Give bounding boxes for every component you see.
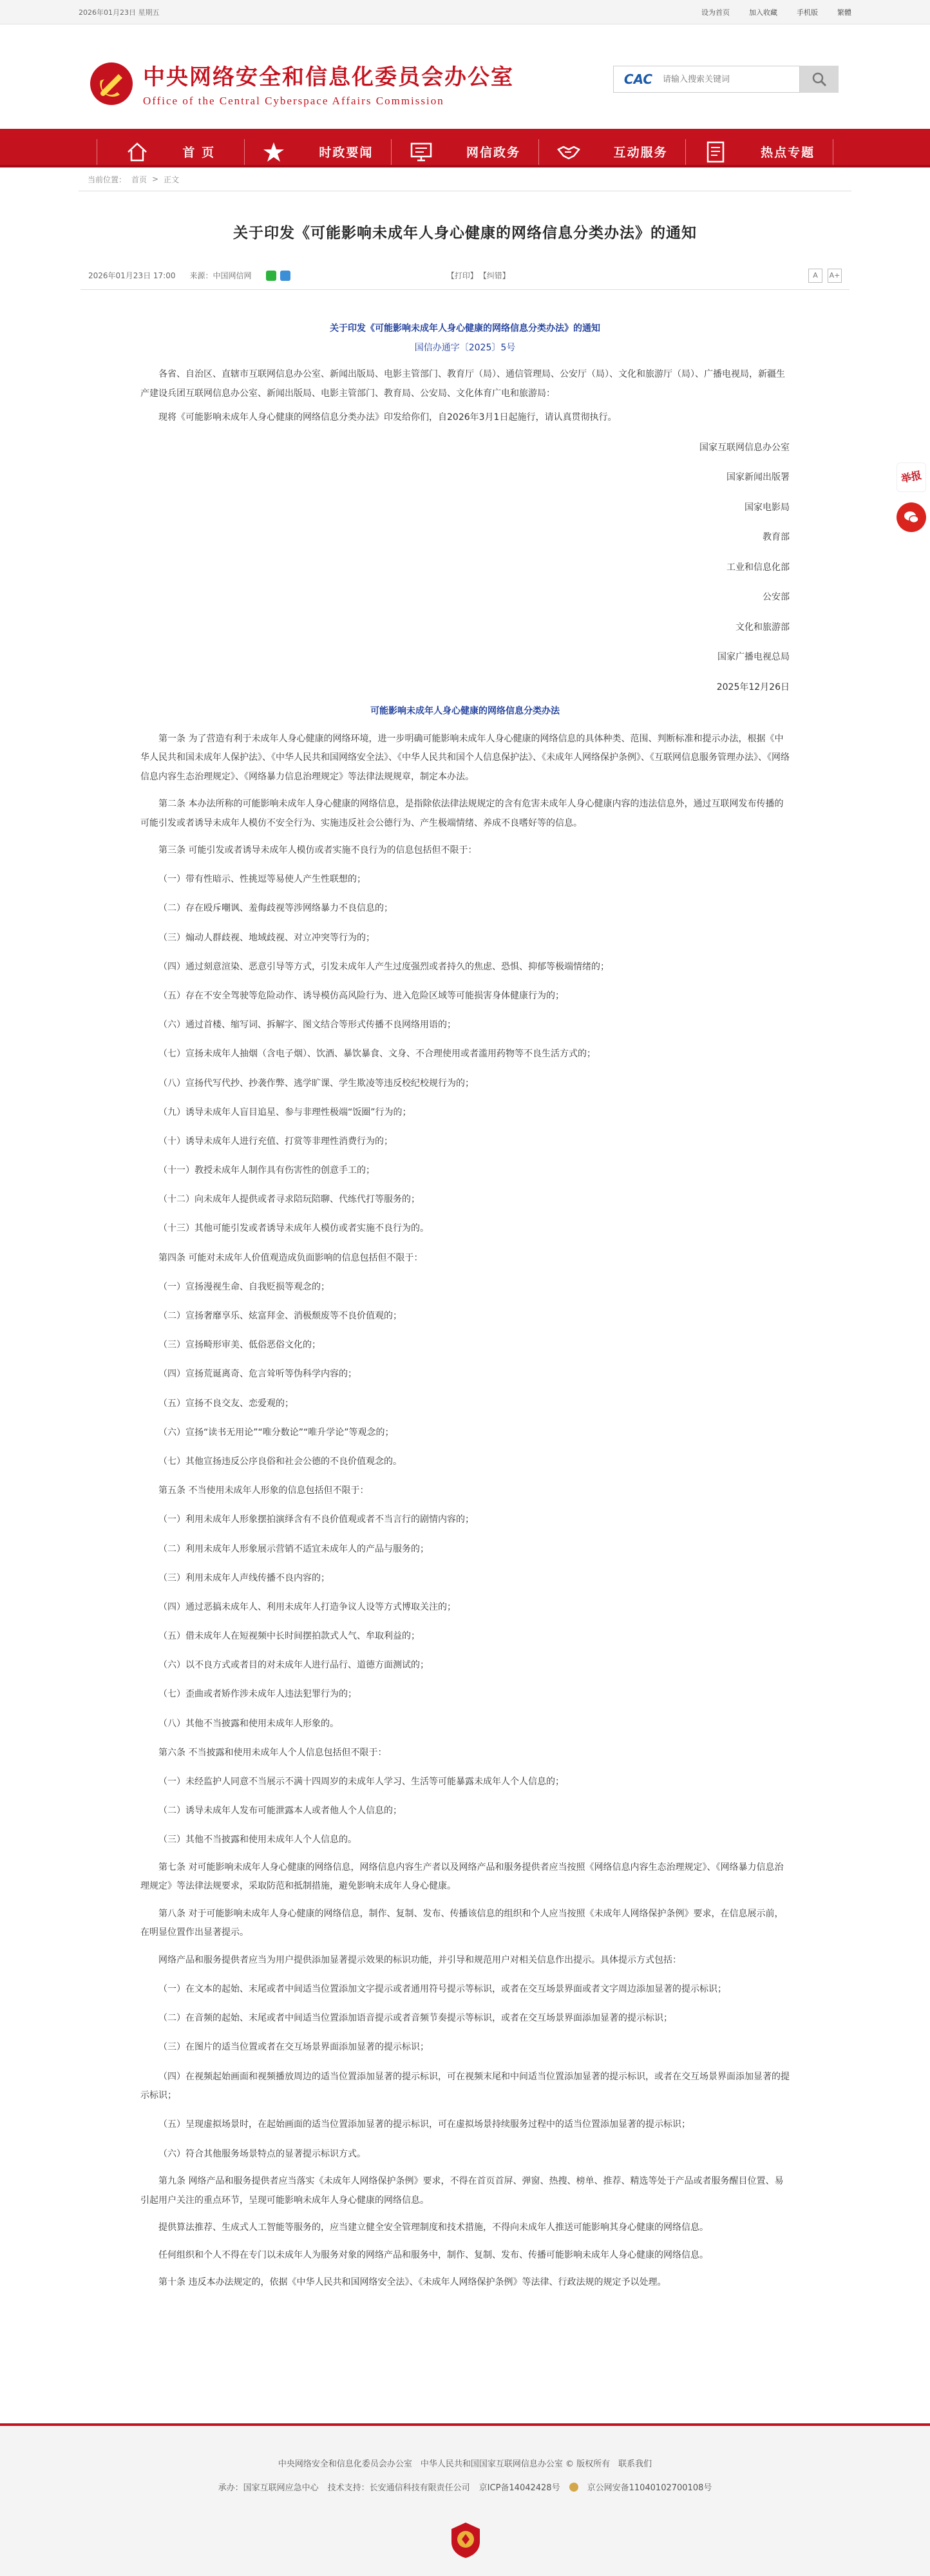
law-item: 第四条 可能对未成年人价值观造成负面影响的信息包括但不限于： — [158, 1252, 423, 1263]
law-item: （十）诱导未成年人进行充值、打赏等非理性消费行为的； — [158, 1136, 393, 1147]
law-item: （四）在视频起始画面和视频播放周边的适当位置添加显著的提示标识，可在视频末尾和中间适当位置添加显著的提示标识，或者在交互场景界面添加显著的提示标识； — [140, 2071, 790, 2101]
add-favorite-link[interactable]: 加入收藏 — [749, 8, 777, 17]
chat-icon — [903, 509, 920, 526]
law-item: （一）利用未成年人形象摆拍演绎含有不良价值观或者不当言行的剧情内容的； — [158, 1514, 474, 1525]
search-button[interactable] — [800, 66, 839, 93]
font-large-button[interactable]: A+ — [828, 269, 842, 283]
law-item: （十一）教授未成年人制作具有伤害性的创意手工的； — [158, 1165, 375, 1176]
article-source: 中国网信网 — [213, 271, 252, 280]
font-small-button[interactable]: A — [808, 269, 822, 283]
law-paragraph: 提供算法推荐、生成式人工智能等服务的，应当建立健全安全管理制度和技术措施，不得向未成年人推送可能影响其身心健康的网络信息。 — [158, 2222, 708, 2233]
report-float-button[interactable]: 举报 — [897, 463, 926, 492]
site-logo[interactable] — [89, 59, 514, 108]
law-item: （六）以不良方式或者目的对未成年人进行品行、道德方面测试的； — [158, 1660, 429, 1671]
law-item: （三）利用未成年人声线传播不良内容的； — [158, 1572, 330, 1583]
monitor-icon — [410, 140, 433, 164]
law-item: （五）呈现虚拟场景时，在起始画面的适当位置添加显著的提示标识，可在虚拟场景持续服务过程中的适当位置添加显著的提示标识； — [158, 2119, 690, 2130]
law-item: （三）其他不当披露和使用未成年人个人信息的。 — [158, 1835, 357, 1846]
law-item: 第五条 不当使用未成年人形象的信息包括但不限于： — [158, 1485, 369, 1496]
top-bar — [0, 0, 930, 24]
law-item: （二）存在殴斥嘲讽、羞侮歧视等涉网络暴力不良信息的； — [158, 903, 393, 914]
nav-affairs[interactable]: 网信政务 — [391, 139, 538, 165]
cac-logo: CAC — [623, 72, 653, 87]
search-bar — [613, 66, 839, 93]
law-paragraph: 第三条 可能引发或者诱导未成年人模仿或者实施不良行为的信息包括但不限于： — [158, 845, 477, 855]
nav-home[interactable]: 首 页 — [97, 139, 244, 165]
law-paragraph: 第八条 对于可能影响未成年人身心健康的网络信息，制作、复制、发布、传播该信息的组织和个人应当按照《未成年人网络保护条例》要求，在信息展示前，在明显位置作出显著提示。 — [140, 1908, 784, 1938]
law-item: （一）未经监护人同意不当展示不满十四周岁的未成年人学习、生活等可能暴露未成年人个人信息的； — [158, 1777, 564, 1787]
top-links — [701, 7, 851, 17]
article-body — [140, 320, 790, 2293]
correct-link[interactable]: 【纠错】 — [479, 271, 510, 280]
print-link[interactable]: 【打印】 — [446, 271, 478, 280]
law-item: （九）诱导未成年人盲目追星、参与非理性极端“饭圈”行为的； — [158, 1107, 412, 1118]
law-item: （五）宣扬不良交友、恋爱观的； — [158, 1398, 294, 1409]
law-item: （八）其他不当披露和使用未成年人形象的。 — [158, 1718, 339, 1729]
law-paragraph: 第十条 违反本办法规定的，依据《中华人民共和国网络安全法》、《未成年人网络保护条例》等法律、行政法规的规定予以处理。 — [158, 2277, 667, 2287]
law-item: （四）宣扬荒诞离奇、危言耸听等伪科学内容的； — [158, 1369, 357, 1380]
law-item: （三）在图片的适当位置或者在交互场景界面添加显著的提示标识； — [158, 2042, 429, 2053]
footer-info: 承办：国家互联网应急中心 技术支持：长安通信科技有限责任公司 京ICP备14042428号 京公网安备11040102700108号 — [0, 2481, 930, 2493]
notice-title: 关于印发《可能影响未成年人身心健康的网络信息分类办法》的通知 — [330, 323, 600, 334]
search-input[interactable] — [659, 67, 799, 91]
home-icon — [126, 140, 149, 164]
law-item: （一）带有性暗示、性挑逗等易使人产生性联想的； — [158, 874, 366, 885]
law-item: （六）宣扬“读书无用论”“唯分数论”“唯升学论”等观念的； — [158, 1427, 394, 1438]
law-item: （四）通过刻意渲染、恶意引导等方式，引发未成年人产生过度强烈或者持久的焦虑、恐惧、抑郁等极端情绪的； — [158, 961, 609, 972]
signatures: 国家互联网信息办公室 国家新闻出版署 国家电影局 教育部 工业和信息化部 公安部 文化和旅游部 国家广播电视总局 2025年12月26日 — [699, 442, 790, 692]
customer-service-button[interactable] — [897, 502, 926, 532]
law-item: （三）宣扬畸形审美、低俗恶俗文化的； — [158, 1340, 321, 1351]
law-item: （八）宣扬代写代抄、抄袭作弊、逃学旷课、学生欺凌等违反校纪校规行为的； — [158, 1078, 474, 1089]
government-website-badge-icon[interactable] — [450, 2521, 482, 2559]
star-icon — [262, 140, 285, 164]
law-paragraph: 第二条 本办法所称的可能影响未成年人身心健康的网络信息，是指除依法律法规规定的含有危害未成年人身心健康内容的违法信息外，通过互联网发布传播的可能引发或者诱导未成年人模仿不安全行为、实施违反社会公德行为、产生极端情绪、养成不良嗜好等的信息。 — [140, 799, 784, 828]
nav-news[interactable]: 时政要闻 — [244, 139, 392, 165]
search-icon — [811, 72, 827, 87]
icp-link[interactable]: 京ICP备14042428号 — [479, 2483, 560, 2493]
site-footer — [0, 2423, 930, 2576]
law-item: （二）宣扬奢靡享乐、炫富拜金、消极颓废等不良价值观的； — [158, 1311, 402, 1321]
set-homepage-link[interactable]: 设为首页 — [701, 8, 730, 17]
wechat-share-icon[interactable] — [266, 271, 276, 281]
law-paragraph: 第一条 为了营造有利于未成年人身心健康的网络环境，进一步明确可能影响未成年人身心健康的网络信息的具体种类、范围、判断标准和提示办法，根据《中华人民共和国未成年人保护法》、《中华人民共和国网络安全法》、《中华人民共和国个人信息保护法》、《未成年人网络保护条例》、《互联网信息服务管理办法》、《网络信息内容生态治理规定》、《网络暴力信息治理规定》等法律法规规章，制定本办法。 — [140, 733, 790, 782]
law-paragraph: 任何组织和个人不得在专门以未成年人为服务对象的网络产品和服务中，制作、复制、发布、传播可能影响未成年人身心健康的网络信息。 — [158, 2249, 708, 2260]
document-number: 国信办通字〔2025〕5号 — [414, 342, 516, 353]
law-item: （五）存在不安全驾驶等危险动作、诱导模仿高风险行为、进入危险区域等可能损害身体健康行为的； — [158, 990, 564, 1001]
law-item: 第六条 不当披露和使用未成年人个人信息包括但不限于： — [158, 1747, 387, 1758]
footer-copyright: 中央网络安全和信息化委员会办公室 中华人民共和国国家互联网信息办公室 © 版权所有 联系我们 — [278, 2459, 652, 2469]
breadcrumb-home[interactable]: 首页 — [131, 175, 147, 184]
police-link[interactable]: 京公网安备11040102700108号 — [587, 2483, 712, 2493]
share-buttons — [266, 271, 290, 281]
law-item: （六）通过首楼、缩写词、拆解字、图文结合等形式传播不良网络用语的； — [158, 1020, 456, 1031]
nav-interaction[interactable]: 互动服务 — [538, 139, 686, 165]
law-item: （六）符合其他服务场景特点的显著提示标识方式。 — [158, 2148, 366, 2159]
mobile-version-link[interactable]: 手机版 — [797, 8, 818, 17]
law-item: （七）宣扬未成年人抽烟（含电子烟）、饮酒、暴饮暴食、文身、不合理使用或者滥用药物等不良生活方式的； — [158, 1049, 596, 1060]
party-emblem-icon — [89, 61, 134, 106]
law-title: 可能影响未成年人身心健康的网络信息分类办法 — [370, 706, 560, 716]
traditional-chinese-link[interactable]: 繁體 — [837, 8, 851, 17]
police-badge-icon — [569, 2483, 578, 2492]
law-item: （七）其他宣扬违反公序良俗和社会公德的不良价值观念的。 — [158, 1456, 402, 1467]
site-header — [79, 24, 851, 129]
weibo-share-icon[interactable] — [280, 271, 290, 281]
law-item: （七）歪曲或者矫作涉未成年人违法犯罪行为的； — [158, 1689, 357, 1700]
law-item: （一）在文本的起始、末尾或者中间适当位置添加文字提示或者通用符号提示等标识，或者在交互场景界面或者文字周边添加显著的提示标识； — [158, 1984, 726, 1995]
law-item: （四）通过恶搞未成年人、利用未成年人打造争议人设等方式博取关注的； — [158, 1601, 456, 1612]
site-title-en: Office of the Central Cyberspace Affairs Commission — [143, 95, 444, 107]
recipients: 各省、自治区、直辖市互联网信息办公室、新闻出版局、电影主管部门、教育厅（局）、通信管理局、公安厅（局）、文化和旅游厅（局）、广播电视局，新疆生产建设兵团互联网信息办公室、新闻出版局、电影主管部门、教育局、公安局、文化体育广电和旅游局： — [140, 369, 785, 399]
law-articles — [140, 730, 790, 2293]
law-item: （一）宣扬漫视生命、自我贬损等观念的； — [158, 1281, 330, 1292]
law-item: （二）利用未成年人形象展示营销不适宜未成年人的产品与服务的； — [158, 1543, 429, 1554]
site-title-cn: 中央网络安全和信息化委员会办公室 — [143, 64, 514, 90]
publish-datetime: 2026年01月23日 17:00 — [88, 271, 176, 280]
article-meta: 2026年01月23日 17:00 来源：中国网信网 【打印】 【纠错】 A A+ — [81, 268, 849, 290]
notice-body: 现将《可能影响未成年人身心健康的网络信息分类办法》印发给你们，自2026年3月1日起施行，请认真贯彻执行。 — [158, 412, 617, 423]
law-item: （五）借未成年人在短视频中长时间摆拍款式人气、牟取利益的； — [158, 1631, 420, 1642]
law-paragraph: 第七条 对可能影响未成年人身心健康的网络信息，网络信息内容生产者以及网络产品和服务提供者应当按照《网络信息内容生态治理规定》、《网络暴力信息治理规定》等法律法规要求，采取防范和抵制措施，避免影响未成年人身心健康。 — [140, 1862, 784, 1892]
law-item: （二）诱导未成年人发布可能泄露本人或者他人个人信息的； — [158, 1806, 402, 1817]
document-icon — [704, 140, 727, 164]
main-nav — [0, 129, 930, 167]
nav-topics[interactable]: 热点专题 — [685, 139, 833, 165]
law-paragraph: 网络产品和服务提供者应当为用户提供添加显著提示效果的标识功能，并引导和规范用户对相关信息作出提示。具体提示方式包括： — [158, 1954, 681, 1965]
law-item: （十二）向未成年人提供或者寻求陪玩陪聊、代练代打等服务的； — [158, 1194, 420, 1205]
current-date: 2026年01月23日 星期五 — [79, 8, 160, 17]
law-item: （三）煽动人群歧视、地域歧视、对立冲突等行为的； — [158, 932, 375, 943]
breadcrumb-current: 正文 — [164, 175, 180, 184]
law-paragraph: 第九条 网络产品和服务提供者应当落实《未成年人网络保护条例》要求，不得在首页首屏、弹窗、热搜、榜单、推荐、精选等处于产品或者服务醒目位置、易引起用户关注的重点环节，呈现可能影响未成年人身心健康的网络信息。 — [140, 2176, 784, 2206]
page-title: 关于印发《可能影响未成年人身心健康的网络信息分类办法》的通知 — [233, 225, 697, 242]
law-item: （二）在音频的起始、末尾或者中间适当位置添加语音提示或者音频节奏提示等标识，或者在交互场景界面添加显著的提示标识； — [158, 2013, 672, 2024]
law-item: （十三）其他可能引发或者诱导未成年人模仿或者实施不良行为的。 — [158, 1223, 429, 1234]
handshake-icon — [557, 140, 580, 164]
breadcrumb: 当前位置： 首页 > 正文 — [88, 175, 180, 184]
